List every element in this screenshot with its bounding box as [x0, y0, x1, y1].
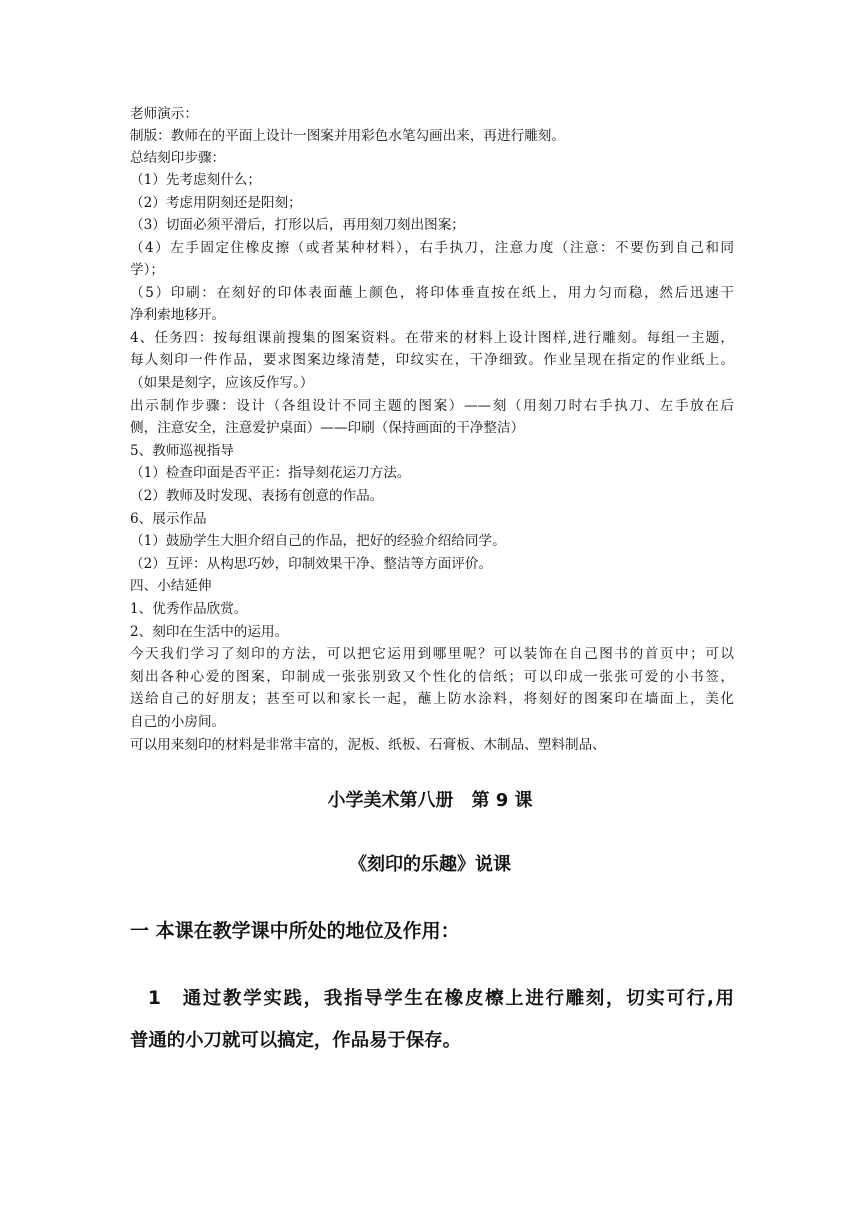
text-line: （5）印刷：在刻好的印体表面蘸上颜色，将印体垂直按在纸上，用力匀而稳，然后迅速干	[130, 285, 734, 301]
text-line: 净利索地移开。	[130, 307, 226, 323]
text-line: 每人刻印一件作品，要求图案边缘清楚，印纹实在，干净细致。作业呈现在指定的作业纸上。	[130, 352, 734, 368]
paragraph-line: 普通的小刀就可以搞定，作品易于保存。	[130, 1030, 462, 1051]
text-line: 4、任务四：按每组课前搜集的图案资料。在带来的材料上设计图样,进行雕刻。每组一主题，	[130, 330, 734, 346]
text-line: 可以用来刻印的材料是非常丰富的，泥板、纸板、石膏板、木制品、塑料制品、	[130, 737, 606, 753]
text-line: 制版：教师在的平面上设计一图案并用彩色水笔勾画出来，再进行雕刻。	[130, 128, 565, 144]
text-line: 2、刻印在生活中的运用。	[130, 624, 289, 640]
lesson-title: 小学美术第八册 第 9 课	[327, 790, 533, 811]
text-line: （2）互评：从构思巧妙，印制效果干净、整洁等方面评价。	[130, 556, 493, 572]
lecture-title: 《刻印的乐趣》说课	[349, 854, 511, 875]
text-line: （4）左手固定住橡皮擦（或者某种材料），右手执刀，注意力度（注意：不要伤到自己和同	[130, 240, 734, 256]
text-line: （如果是刻字，应该反作写。）	[130, 375, 314, 391]
text-line: （3）切面必须平滑后，打形以后，再用刻刀刻出图案；	[130, 217, 465, 233]
text-line: 6、展示作品	[130, 511, 207, 527]
text-line: 今天我们学习了刻印的方法，可以把它运用到哪里呢？可以装饰在自己图书的首页中；可以	[130, 646, 734, 662]
section-heading: 一 本课在教学课中所处的地位及作用：	[130, 920, 460, 942]
text-line: 出示制作步骤：设计（各组设计不同主题的图案）——刻（用刻刀时右手执刀、左手放在后	[130, 398, 734, 414]
paragraph-line: 1 通过教学实践，我指导学生在橡皮檫上进行雕刻，切实可行,用	[148, 988, 734, 1009]
text-line: （1）先考虑刻什么；	[130, 172, 261, 188]
text-line: （1）鼓励学生大胆介绍自己的作品，把好的经验介绍给同学。	[130, 533, 506, 549]
text-line: 学）；	[130, 262, 164, 278]
text-line: （2）考虑用阴刻还是阳刻；	[130, 195, 302, 211]
text-line: 侧，注意安全，注意爱护桌面）——印刷（保持画面的干净整洁）	[130, 420, 525, 436]
text-line: 四、小结延伸	[130, 578, 212, 594]
text-line: 老师演示：	[130, 106, 198, 122]
text-line: 自己的小房间。	[130, 714, 226, 730]
text-line: 总结刻印步骤：	[130, 150, 226, 166]
text-line: （1）检查印面是否平正：指导刻花运刀方法。	[130, 465, 411, 481]
text-line: 5、教师巡视指导	[130, 443, 234, 459]
text-line: 1、优秀作品欣赏。	[130, 601, 248, 617]
text-line: 刻出各种心爱的图案，印制成一张张别致又个性化的信纸；可以印成一张张可爱的小书签，	[130, 669, 734, 685]
text-line: （2）教师及时发现、表扬有创意的作品。	[130, 488, 384, 504]
text-line: 送给自己的好朋友；甚至可以和家长一起，蘸上防水涂料，将刻好的图案印在墙面上，美化	[130, 691, 734, 707]
